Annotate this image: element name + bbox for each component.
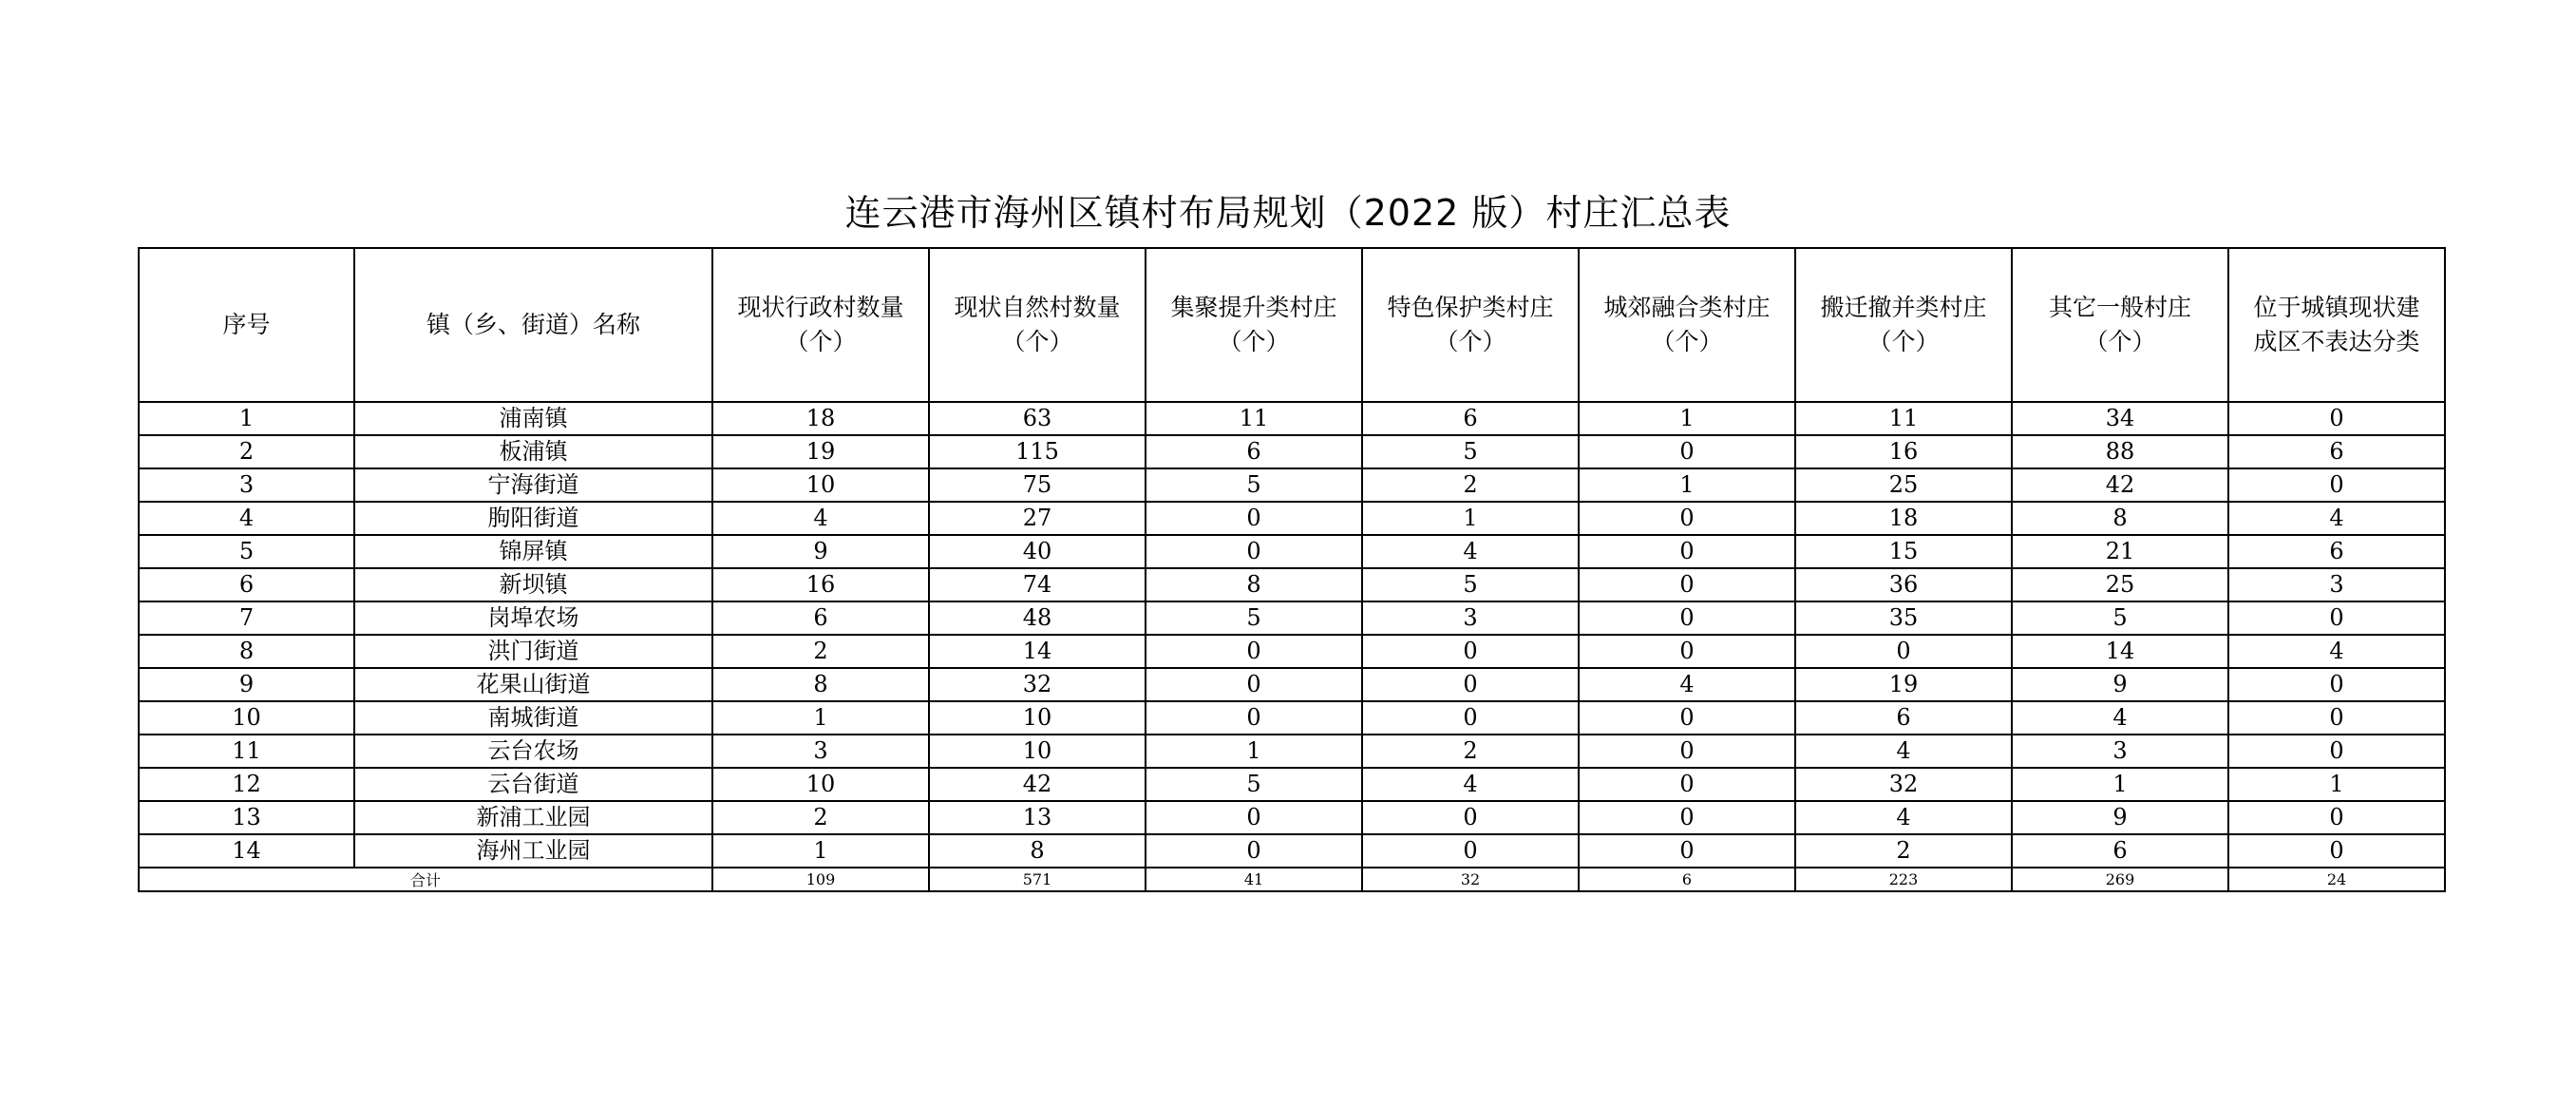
column-header	[1146, 248, 1362, 402]
total-cell: 6	[1579, 868, 1795, 891]
table-cell: 2	[712, 635, 929, 668]
table-cell: 4	[1795, 735, 2012, 768]
table-cell: 0	[2228, 402, 2445, 435]
table-cell: 0	[1146, 801, 1362, 834]
table-cell: 0	[1579, 834, 1795, 868]
table-cell: 5	[1146, 601, 1362, 635]
table-cell: 40	[929, 535, 1146, 568]
table-cell: 63	[929, 402, 1146, 435]
table-row	[139, 735, 2445, 768]
table-cell: 南城街道	[354, 701, 712, 735]
total-cell: 223	[1795, 868, 2012, 891]
column-header	[354, 248, 712, 402]
table-cell: 35	[1795, 601, 2012, 635]
table-header	[139, 248, 2445, 402]
table-cell: 0	[1579, 768, 1795, 801]
total-cell: 571	[929, 868, 1146, 891]
table-cell: 1	[712, 834, 929, 868]
table-cell: 3	[2012, 735, 2228, 768]
table-cell: 0	[1362, 701, 1579, 735]
table-row	[139, 402, 2445, 435]
column-header-label: 搬迁撤并类村庄	[1820, 294, 1987, 321]
table-cell: 0	[1579, 801, 1795, 834]
table-cell: 8	[712, 668, 929, 701]
table-cell: 洪门街道	[354, 635, 712, 668]
table-cell: 15	[1795, 535, 2012, 568]
table-cell: 花果山街道	[354, 668, 712, 701]
table-row	[139, 668, 2445, 701]
table-cell: 3	[1362, 601, 1579, 635]
table-cell: 0	[1146, 502, 1362, 535]
table-cell: 13	[139, 801, 354, 834]
table-cell: 0	[1146, 701, 1362, 735]
table-cell: 5	[1362, 568, 1579, 601]
table-cell: 0	[1146, 834, 1362, 868]
table-cell: 8	[139, 635, 354, 668]
table-cell: 11	[139, 735, 354, 768]
table-cell: 10	[712, 768, 929, 801]
table-cell: 10	[929, 735, 1146, 768]
total-cell: 24	[2228, 868, 2445, 891]
table-cell: 1	[1362, 502, 1579, 535]
column-header	[1795, 248, 2012, 402]
column-header	[929, 248, 1146, 402]
column-header-sublabel: （个）	[1001, 328, 1073, 355]
table-cell: 9	[2012, 801, 2228, 834]
header-row	[139, 248, 2445, 402]
table-cell: 32	[1795, 768, 2012, 801]
table-cell: 锦屏镇	[354, 535, 712, 568]
table-cell: 10	[929, 701, 1146, 735]
table-cell: 9	[712, 535, 929, 568]
table-cell: 0	[1579, 601, 1795, 635]
table-cell: 1	[2012, 768, 2228, 801]
table-cell: 3	[2228, 568, 2445, 601]
column-header-label: 镇（乡、街道）名称	[426, 311, 640, 338]
table-cell: 14	[2012, 635, 2228, 668]
table-cell: 1	[712, 701, 929, 735]
table-cell: 6	[2012, 834, 2228, 868]
table-cell: 0	[2228, 468, 2445, 502]
table-cell: 0	[1579, 535, 1795, 568]
table-cell: 27	[929, 502, 1146, 535]
table-cell: 1	[2228, 768, 2445, 801]
table-cell: 0	[1362, 801, 1579, 834]
table-cell: 10	[139, 701, 354, 735]
table-cell: 云台街道	[354, 768, 712, 801]
village-summary-table	[138, 247, 2446, 892]
table-cell: 0	[1579, 701, 1795, 735]
table-row	[139, 535, 2445, 568]
table-cell: 75	[929, 468, 1146, 502]
column-header-sublabel: 成区不表达分类	[2253, 328, 2420, 355]
table-cell: 0	[2228, 834, 2445, 868]
total-cell: 269	[2012, 868, 2228, 891]
column-header	[1362, 248, 1579, 402]
table-cell: 19	[712, 435, 929, 468]
column-header-label: 城郊融合类村庄	[1603, 294, 1771, 321]
table-cell: 6	[2228, 535, 2445, 568]
table-cell: 4	[2012, 701, 2228, 735]
table-cell: 0	[1579, 635, 1795, 668]
table-cell: 8	[929, 834, 1146, 868]
column-header	[2228, 248, 2445, 402]
total-cell: 109	[712, 868, 929, 891]
table-row	[139, 801, 2445, 834]
table-cell: 48	[929, 601, 1146, 635]
table-cell: 朐阳街道	[354, 502, 712, 535]
total-label: 合计	[139, 868, 712, 891]
table-cell: 板浦镇	[354, 435, 712, 468]
table-cell: 8	[1146, 568, 1362, 601]
table-cell: 4	[2228, 502, 2445, 535]
table-cell: 21	[2012, 535, 2228, 568]
table-cell: 0	[1362, 635, 1579, 668]
table-cell: 25	[1795, 468, 2012, 502]
table-cell: 18	[712, 402, 929, 435]
table-cell: 18	[1795, 502, 2012, 535]
table-cell: 新浦工业园	[354, 801, 712, 834]
table-cell: 34	[2012, 402, 2228, 435]
column-header-label: 特色保护类村庄	[1387, 294, 1554, 321]
table-cell: 新坝镇	[354, 568, 712, 601]
table-cell: 4	[2228, 635, 2445, 668]
table-row	[139, 502, 2445, 535]
table-cell: 云台农场	[354, 735, 712, 768]
table-cell: 1	[1579, 468, 1795, 502]
table-cell: 10	[712, 468, 929, 502]
table-body	[139, 402, 2445, 868]
column-header-label: 现状自然村数量	[954, 294, 1121, 321]
table-cell: 4	[139, 502, 354, 535]
table-cell: 0	[1579, 435, 1795, 468]
table-row	[139, 701, 2445, 735]
column-header-label: 现状行政村数量	[737, 294, 904, 321]
table-cell: 19	[1795, 668, 2012, 701]
table-cell: 115	[929, 435, 1146, 468]
column-header-sublabel: （个）	[1218, 328, 1290, 355]
table-cell: 6	[1362, 402, 1579, 435]
column-header-sublabel: （个）	[785, 328, 857, 355]
table-cell: 5	[1146, 468, 1362, 502]
table-cell: 2	[1795, 834, 2012, 868]
table-cell: 0	[2228, 735, 2445, 768]
table-cell: 25	[2012, 568, 2228, 601]
table-cell: 0	[2228, 701, 2445, 735]
column-header-sublabel: （个）	[2084, 328, 2156, 355]
total-cell: 32	[1362, 868, 1579, 891]
table-cell: 0	[2228, 668, 2445, 701]
table-cell: 0	[1579, 568, 1795, 601]
table-cell: 9	[139, 668, 354, 701]
table-cell: 6	[1795, 701, 2012, 735]
table-cell: 3	[139, 468, 354, 502]
table-cell: 36	[1795, 568, 2012, 601]
table-cell: 12	[139, 768, 354, 801]
table-cell: 42	[929, 768, 1146, 801]
table-cell: 5	[139, 535, 354, 568]
column-header-label: 序号	[222, 311, 271, 338]
table-row	[139, 601, 2445, 635]
column-header-sublabel: （个）	[1867, 328, 1940, 355]
column-header-sublabel: （个）	[1651, 328, 1723, 355]
table-cell: 3	[712, 735, 929, 768]
table-cell: 0	[1579, 735, 1795, 768]
table-cell: 2	[712, 801, 929, 834]
column-header-label: 位于城镇现状建	[2253, 294, 2420, 321]
table-cell: 13	[929, 801, 1146, 834]
table-cell: 海州工业园	[354, 834, 712, 868]
table-title: 连云港市海州区镇村布局规划（2022 版）村庄汇总表	[844, 192, 1732, 234]
table-cell: 0	[1579, 502, 1795, 535]
table-cell: 16	[1795, 435, 2012, 468]
table-cell: 8	[2012, 502, 2228, 535]
column-header	[139, 248, 354, 402]
table-cell: 0	[1795, 635, 2012, 668]
table-cell: 4	[1579, 668, 1795, 701]
table-row	[139, 435, 2445, 468]
table-cell: 6	[139, 568, 354, 601]
table-cell: 0	[1362, 668, 1579, 701]
table-cell: 4	[1362, 535, 1579, 568]
table-cell: 6	[1146, 435, 1362, 468]
table-cell: 4	[712, 502, 929, 535]
table-cell: 5	[2012, 601, 2228, 635]
table-cell: 0	[1146, 635, 1362, 668]
table-row	[139, 468, 2445, 502]
table-cell: 2	[1362, 468, 1579, 502]
table-row	[139, 568, 2445, 601]
table-cell: 9	[2012, 668, 2228, 701]
table-cell: 16	[712, 568, 929, 601]
table-cell: 1	[139, 402, 354, 435]
column-header-label: 其它一般村庄	[2048, 294, 2191, 321]
table-cell: 0	[1362, 834, 1579, 868]
table-cell: 5	[1362, 435, 1579, 468]
table-cell: 7	[139, 601, 354, 635]
table-row	[139, 768, 2445, 801]
table-cell: 0	[2228, 601, 2445, 635]
total-row	[139, 868, 2445, 891]
column-header	[1579, 248, 1795, 402]
column-header-sublabel: （个）	[1434, 328, 1506, 355]
total-cell: 41	[1146, 868, 1362, 891]
column-header	[712, 248, 929, 402]
table-cell: 11	[1795, 402, 2012, 435]
table-cell: 6	[2228, 435, 2445, 468]
table-cell: 14	[929, 635, 1146, 668]
table-cell: 0	[1146, 535, 1362, 568]
table-row	[139, 834, 2445, 868]
table-cell: 6	[712, 601, 929, 635]
table-cell: 2	[1362, 735, 1579, 768]
table-cell: 4	[1362, 768, 1579, 801]
table-cell: 浦南镇	[354, 402, 712, 435]
table-cell: 0	[1146, 668, 1362, 701]
table-cell: 岗埠农场	[354, 601, 712, 635]
table-row	[139, 635, 2445, 668]
table-cell: 0	[2228, 801, 2445, 834]
table-cell: 11	[1146, 402, 1362, 435]
table-cell: 74	[929, 568, 1146, 601]
table-cell: 宁海街道	[354, 468, 712, 502]
table-cell: 1	[1146, 735, 1362, 768]
table-footer	[139, 868, 2445, 891]
table-cell: 88	[2012, 435, 2228, 468]
column-header	[2012, 248, 2228, 402]
table-cell: 5	[1146, 768, 1362, 801]
column-header-label: 集聚提升类村庄	[1170, 294, 1337, 321]
table-cell: 1	[1579, 402, 1795, 435]
table-cell: 4	[1795, 801, 2012, 834]
table-cell: 14	[139, 834, 354, 868]
table-cell: 2	[139, 435, 354, 468]
table-cell: 42	[2012, 468, 2228, 502]
table-cell: 32	[929, 668, 1146, 701]
